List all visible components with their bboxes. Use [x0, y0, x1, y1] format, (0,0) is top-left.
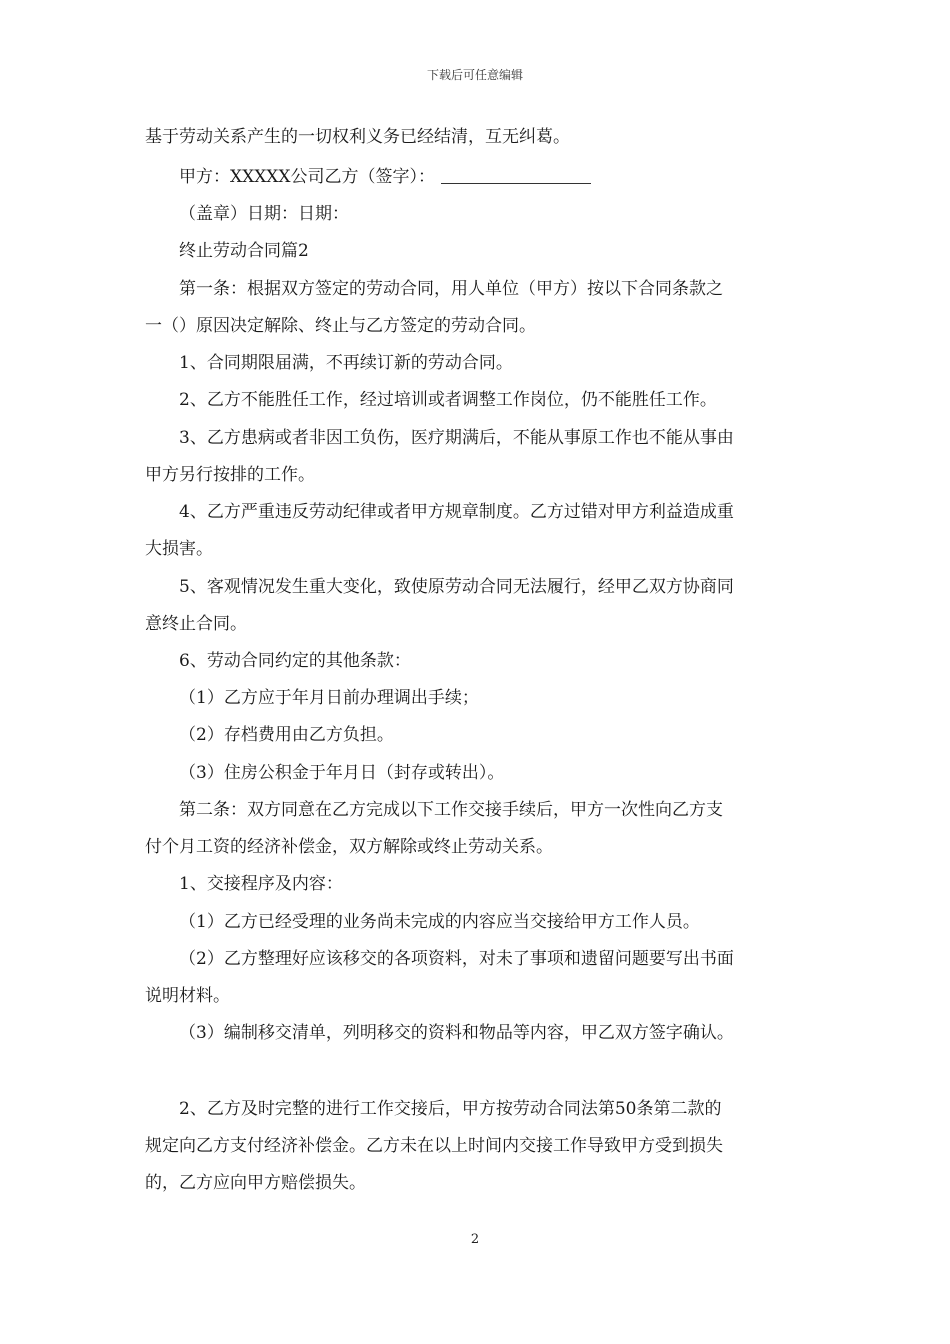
list-item: 4、乙方严重违反劳动纪律或者甲方规章制度。乙方过错对甲方利益造成重	[179, 502, 734, 522]
list-item: 3、乙方患病或者非因工负伤，医疗期满后，不能从事原工作也不能从事由	[179, 428, 734, 448]
list-item-continuation: 规定向乙方支付经济补偿金。乙方未在以上时间内交接工作导致甲方受到损失	[145, 1136, 723, 1156]
list-item: 2、乙方及时完整的进行工作交接后，甲方按劳动合同法第50条第二款的	[179, 1099, 722, 1119]
list-item: 1、交接程序及内容：	[179, 874, 343, 894]
paragraph-line: 第一条：根据双方签定的劳动合同，用人单位（甲方）按以下合同条款之	[179, 279, 723, 299]
list-item-continuation: 的，乙方应向甲方赔偿损失。	[145, 1173, 366, 1193]
list-item: 5、客观情况发生重大变化，致使原劳动合同无法履行，经甲乙双方协商同	[179, 577, 734, 597]
sub-list-item: （2）存档费用由乙方负担。	[179, 725, 394, 745]
header-note: 下载后可任意编辑	[426, 68, 523, 82]
sub-list-item: （3）住房公积金于年月日（封存或转出）。	[179, 763, 505, 783]
paragraph-line: 基于劳动关系产生的一切权利义务已经结清，互无纠葛。	[145, 127, 570, 147]
sub-list-item: （2）乙方整理好应该移交的各项资料，对未了事项和遗留问题要写出书面	[179, 949, 734, 969]
paragraph-line: 付个月工资的经济补偿金，双方解除或终止劳动关系。	[145, 837, 553, 857]
sub-list-item: （1）乙方已经受理的业务尚未完成的内容应当交接给甲方工作人员。	[179, 912, 700, 932]
list-item: 1、合同期限届满，不再续订新的劳动合同。	[179, 353, 513, 373]
list-item-continuation: 大损害。	[145, 539, 213, 559]
list-item-continuation: 意终止合同。	[145, 614, 247, 634]
list-item-continuation: 甲方另行按排的工作。	[145, 465, 315, 485]
paragraph-line: 第二条：双方同意在乙方完成以下工作交接手续后，甲方一次性向乙方支	[179, 800, 723, 820]
signature-line	[179, 162, 591, 192]
signature-blank	[441, 165, 591, 184]
page-number: 2	[470, 1232, 480, 1247]
paragraph-line: 一（）原因决定解除、终止与乙方签定的劳动合同。	[145, 316, 536, 336]
list-item: 6、劳动合同约定的其他条款：	[179, 651, 411, 671]
section-title: 终止劳动合同篇2	[179, 241, 309, 261]
signature-label: 甲方：XXXXX公司乙方（签字）：	[179, 167, 436, 187]
list-item: 2、乙方不能胜任工作，经过培训或者调整工作岗位，仍不能胜任工作。	[179, 390, 717, 410]
paragraph-line: （盖章）日期：日期：	[179, 204, 349, 224]
sub-list-item: （1）乙方应于年月日前办理调出手续；	[179, 688, 479, 708]
list-item-continuation: 说明材料。	[145, 986, 230, 1006]
sub-list-item: （3）编制移交清单，列明移交的资料和物品等内容，甲乙双方签字确认。	[179, 1023, 734, 1043]
